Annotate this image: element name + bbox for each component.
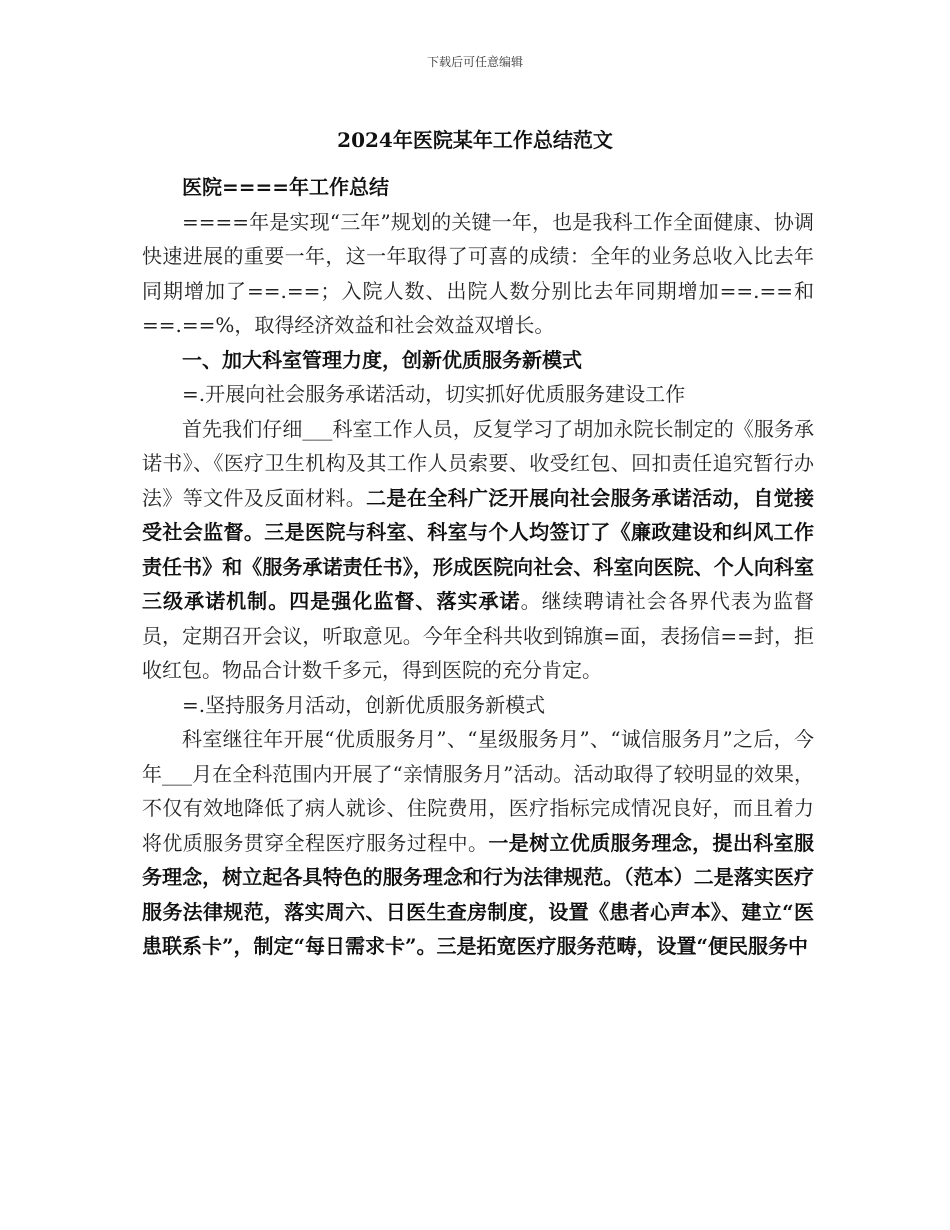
intro-paragraph: ====年是实现“三年”规划的关键一年，也是我科工作全面健康、协调快速进展的重要一年，这一年取得了可喜的成绩：全年的业务总收入比去年同期增加了==.==；入院人数、出院人数分别比去年同期增加==.==和==.==%，取得经济效益和社会效益双增长。: [142, 209, 814, 337]
subsection-1-paragraph: [142, 412, 814, 688]
text-run: 。继续聘请社会各界代表为监督员，定期召开会议，听取意见。今年全科共收到锦旗=面，表扬信==封，拒收红包。物品合计数千多元，得到医院的充分肯定。: [142, 589, 815, 682]
subsection-2-heading: =.坚持服务月活动，创新优质服务新模式: [182, 692, 546, 717]
document-body: [142, 170, 814, 964]
text-run: 首先我们仔细___科室工作人员，反复学习了胡加永院长制定的《服务承诺书》、《医疗卫生机构及其工作人员索要、收受红包、回扣责任追究暂行办法》等文件及反面材料。: [142, 416, 814, 510]
document-subtitle: 医院====年工作总结: [182, 175, 390, 199]
bold-text-run: 二是在全科广泛开展向社会服务承诺活动，自觉接受社会监督。三是医院与科室、科室与个人均签订了《廉政建设和纠风工作责任书》和《服务承诺责任书》，形成医院向社会、科室向医院、个人向科室三级承诺机制。四是强化监督、落实承诺: [142, 485, 814, 613]
section-1-heading: 一、加大科室管理力度，创新优质服务新模式: [182, 347, 582, 372]
document-title: 2024年医院某年工作总结范文: [337, 128, 613, 152]
bold-text-run: 二是落实医疗服务法律规范，落实周六、日医生查房制度，设置《患者心声本》、建立“医患联系卡”，制定“每日需求卡”。三是拓宽医疗服务范畴，设置“便民服务中: [142, 865, 815, 958]
bold-text-run: 一是树立优质服务理念，提出科室服务理念，树立起各具特色的服务理念和行为法律规范。: [142, 830, 814, 889]
text-run: 科室继往年开展“优质服务月”、“星级服务月”、“诚信服务月”之后，今年___月在全科范围内开展了“亲情服务月”活动。活动取得了较明显的效果，不仅有效地降低了病人就诊、住院费用，医疗指标完成情况良好，而且着力将优质服务贯穿全程医疗服务过程中。: [142, 727, 814, 855]
text-run: （范本）: [623, 865, 694, 889]
header-note: 下载后可任意编辑: [426, 55, 523, 69]
subsection-1-heading: =.开展向社会服务承诺活动，切实抓好优质服务建设工作: [182, 382, 686, 406]
subsection-2-paragraph: [142, 722, 814, 964]
